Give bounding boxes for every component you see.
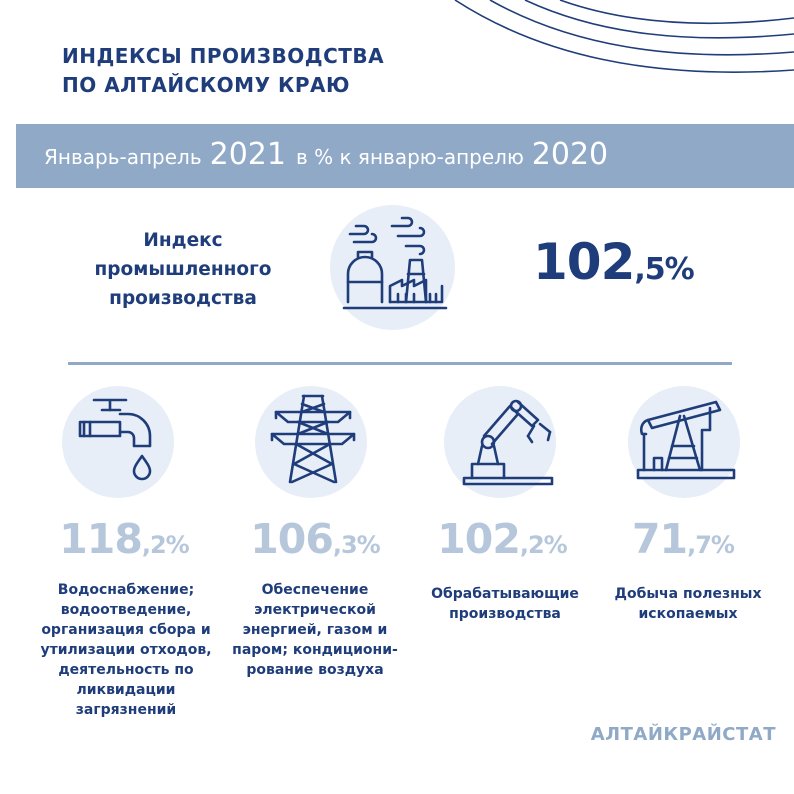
stat-label-mining: Добыча полезных ископаемых xyxy=(614,586,762,622)
main-index-label: Индекс промышленного производства xyxy=(94,230,272,309)
page-title xyxy=(62,42,384,100)
oil-pump-icon xyxy=(636,388,736,488)
period-banner xyxy=(16,124,794,188)
stat-label-water: Водоснабжение; водоотведение, организация сбора и утилизации отходов, деятельность по ликвидации загрязнений xyxy=(40,582,212,718)
title-line-2: ПО АЛТАЙСКОМУ КРАЮ xyxy=(62,73,350,97)
stat-value-int: 71 xyxy=(632,515,688,563)
title-line-1: ИНДЕКСЫ ПРОИЗВОДСТВА xyxy=(62,44,385,68)
stat-value-int: 106 xyxy=(250,515,333,563)
stat-value-frac: ,2% xyxy=(519,531,567,559)
power-tower-icon xyxy=(268,390,358,490)
period-part-2: в % к январю-апрелю xyxy=(295,145,524,169)
brand-footer: АЛТАЙКРАЙСТАТ xyxy=(590,724,776,745)
stat-label-manufacturing: Обрабатывающие производства xyxy=(431,586,579,622)
stat-value-int: 102 xyxy=(437,515,520,563)
main-value-frac: ,5% xyxy=(634,252,694,287)
factory-icon xyxy=(340,212,450,322)
period-year-1: 2021 xyxy=(209,137,286,172)
robot-arm-icon xyxy=(458,392,558,492)
stat-value-water xyxy=(34,515,214,563)
stat-value-power xyxy=(225,515,405,563)
period-part-1: Январь-апрель xyxy=(44,145,202,169)
stat-label-power: Обеспечение электрической энергией, газом и паром; кондициони-рование воздуха xyxy=(232,582,398,678)
period-year-2: 2020 xyxy=(531,137,609,172)
main-index-value xyxy=(533,233,694,291)
stat-value-mining xyxy=(593,515,773,563)
water-tap-icon xyxy=(76,388,176,488)
stat-value-frac: ,7% xyxy=(687,531,734,559)
stat-value-frac: ,2% xyxy=(141,531,189,559)
period-text xyxy=(44,137,608,172)
stat-value-int: 118 xyxy=(59,515,142,563)
stat-value-manufacturing xyxy=(412,515,592,563)
stat-value-frac: ,3% xyxy=(332,531,380,559)
main-value-int: 102 xyxy=(533,233,635,291)
divider xyxy=(68,362,732,365)
